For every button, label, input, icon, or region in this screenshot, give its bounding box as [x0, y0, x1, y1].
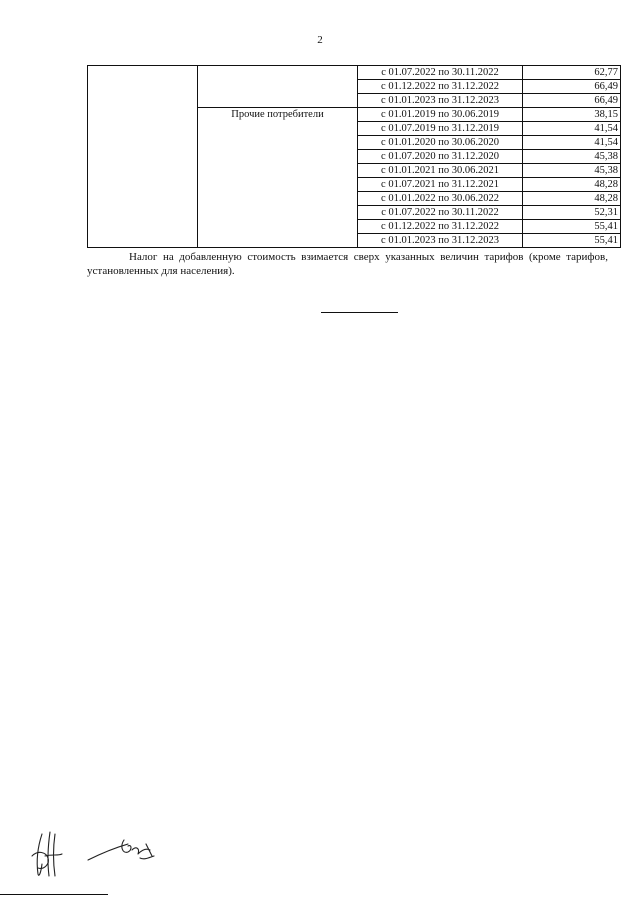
tariff-value-cell: 41,54	[523, 136, 621, 150]
tariff-value-cell: 62,77	[523, 66, 621, 80]
period-cell: с 01.01.2019 по 30.06.2019	[358, 108, 523, 122]
vat-note: Налог на добавленную стоимость взимается сверх указанных величин тарифов (кроме тарифов, установленных для населения).	[87, 251, 608, 277]
period-cell: с 01.01.2023 по 31.12.2023	[358, 234, 523, 248]
handwritten-signature	[28, 826, 168, 886]
period-cell: с 01.12.2022 по 31.12.2022	[358, 220, 523, 234]
tariff-value-cell: 38,15	[523, 108, 621, 122]
tariff-value-cell: 66,49	[523, 80, 621, 94]
tariff-table	[87, 65, 621, 248]
organization-cell-continued	[88, 66, 198, 248]
tariff-value-cell: 48,28	[523, 178, 621, 192]
period-cell: с 01.01.2022 по 30.06.2022	[358, 192, 523, 206]
footer-rule	[0, 894, 108, 895]
period-cell: с 01.07.2020 по 31.12.2020	[358, 150, 523, 164]
tariff-value-cell: 45,38	[523, 164, 621, 178]
tariff-value-cell: 41,54	[523, 122, 621, 136]
tariff-value-cell: 55,41	[523, 220, 621, 234]
period-cell: с 01.01.2023 по 31.12.2023	[358, 94, 523, 108]
period-cell: с 01.12.2022 по 31.12.2022	[358, 80, 523, 94]
tariff-value-cell: 52,31	[523, 206, 621, 220]
period-cell: с 01.01.2020 по 30.06.2020	[358, 136, 523, 150]
period-cell: с 01.07.2019 по 31.12.2019	[358, 122, 523, 136]
tariff-value-cell: 66,49	[523, 94, 621, 108]
consumer-category-cell: Прочие потребители	[198, 108, 358, 248]
period-cell: с 01.07.2022 по 30.11.2022	[358, 206, 523, 220]
end-of-document-rule	[321, 312, 398, 313]
page-number: 2	[317, 34, 323, 46]
period-cell: с 01.07.2021 по 31.12.2021	[358, 178, 523, 192]
period-cell: с 01.01.2021 по 30.06.2021	[358, 164, 523, 178]
tariff-value-cell: 48,28	[523, 192, 621, 206]
tariff-value-cell: 45,38	[523, 150, 621, 164]
tariff-value-cell: 55,41	[523, 234, 621, 248]
consumer-cell-continued	[198, 66, 358, 108]
table-row	[88, 66, 621, 80]
period-cell: с 01.07.2022 по 30.11.2022	[358, 66, 523, 80]
